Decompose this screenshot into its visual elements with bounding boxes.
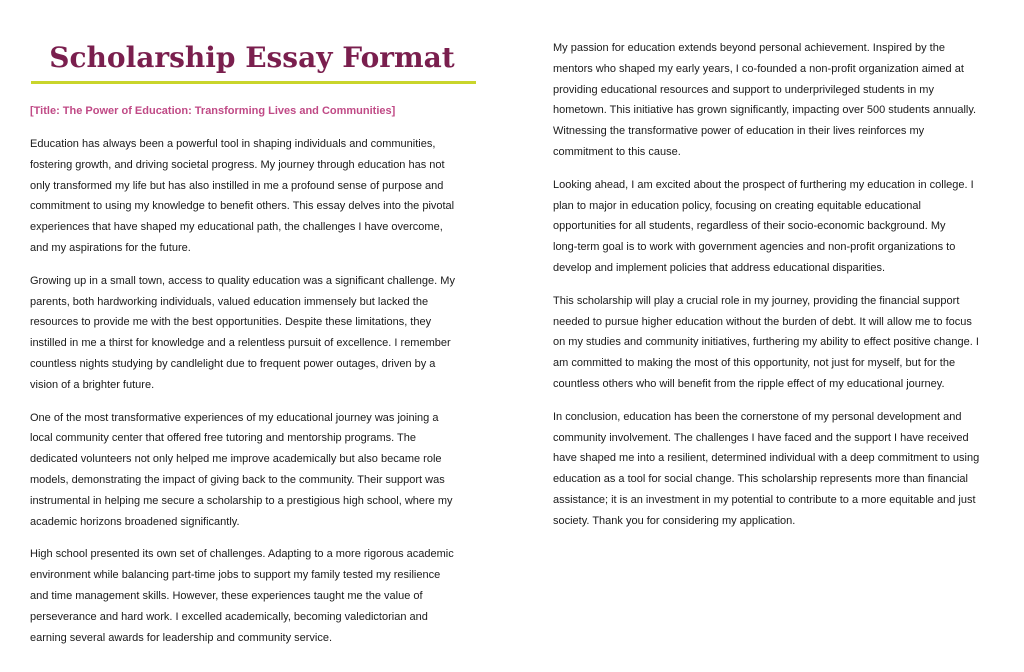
essay-paragraph bbox=[553, 291, 1013, 395]
paragraph-line: experiences that have shaped my educational path, the challenges I have overcome, bbox=[30, 221, 443, 234]
paragraph-line: and time management skills. However, these experiences taught me the value of bbox=[30, 589, 423, 602]
essay-paragraph bbox=[30, 134, 490, 259]
page-title: Scholarship Essay Format bbox=[49, 41, 455, 74]
paragraph-line: needed to pursue higher education without the burden of debt. It will allow me to focus bbox=[553, 315, 972, 328]
paragraph-line: perseverance and hard work. I excelled academically, becoming valedictorian and bbox=[30, 610, 428, 623]
paragraph-line: instilled in me a thirst for knowledge and a relentless pursuit of excellence. I remember bbox=[30, 337, 451, 350]
paragraph-line: have shaped me into a resilient, determined individual with a deep commitment to using bbox=[553, 452, 980, 465]
paragraph-line: education as a tool for social change. This scholarship represents more than financial bbox=[553, 473, 968, 486]
paragraph-line: In conclusion, education has been the cornerstone of my personal development and bbox=[553, 410, 962, 423]
paragraph-line: Witnessing the transformative power of education in their lives reinforces my bbox=[553, 125, 925, 138]
essay-paragraph bbox=[30, 408, 490, 533]
right-column bbox=[553, 38, 1013, 544]
title-underline bbox=[31, 81, 476, 84]
paragraph-line: parents, both hardworking individuals, valued education immensely but lacked the bbox=[30, 295, 429, 308]
paragraph-line: am committed to making the most of this opportunity, not just for myself, but for the bbox=[553, 357, 956, 370]
paragraph-line: plan to major in education policy, focusing on creating equitable educational bbox=[553, 199, 921, 212]
paragraph-line: Growing up in a small town, access to quality education was a significant challenge. My bbox=[30, 274, 455, 287]
paragraph-line: Education has always been a powerful tool in shaping individuals and communities, bbox=[30, 138, 436, 150]
paragraph-line: develop and implement policies that address educational disparities. bbox=[553, 261, 886, 274]
paragraph-line: dedicated volunteers not only helped me improve academically but also became role bbox=[30, 453, 442, 466]
paragraph-line: models, demonstrating the impact of giving back to the community. Their support was bbox=[30, 473, 445, 486]
paragraph-line: High school presented its own set of challenges. Adapting to a more rigorous academic bbox=[30, 548, 454, 561]
essay-title: [Title: The Power of Education: Transforming Lives and Communities] bbox=[30, 105, 396, 117]
paragraph-line: community involvement. The challenges I have faced and the support I have received bbox=[553, 431, 969, 444]
paragraph-line: local community center that offered free tutoring and mentorship programs. The bbox=[30, 432, 417, 445]
paragraph-line: resources to provide me with the best opportunities. Despite these limitations, they bbox=[30, 316, 432, 329]
paragraph-line: environment while balancing part-time jobs to support my family tested my resilience bbox=[30, 569, 441, 582]
paragraph-line: earning several awards for leadership and community service. bbox=[30, 631, 333, 644]
paragraph-line: opportunities for all students, regardless of their socio-economic background. My bbox=[553, 220, 946, 233]
paragraph-line: hometown. This initiative has grown significantly, impacting over 500 students annually. bbox=[553, 104, 977, 117]
paragraph-line: Looking ahead, I am excited about the prospect of furthering my education in college. I bbox=[553, 178, 974, 191]
paragraph-line: commitment to this cause. bbox=[553, 145, 681, 158]
paragraph-line: commitment to using my knowledge to benefit others. This essay delves into the pivotal bbox=[30, 200, 455, 213]
essay-paragraph bbox=[553, 175, 1013, 279]
paragraph-line: long-term goal is to work with government agencies and non-profit organizations to bbox=[553, 241, 956, 254]
paragraph-line: society. Thank you for considering my application. bbox=[553, 514, 796, 527]
paragraph-line: countless others who will benefit from the ripple effect of my educational journey. bbox=[553, 377, 945, 390]
paragraph-line: on my studies and community initiatives, furthering my ability to effect positive change. I bbox=[553, 336, 979, 349]
essay-paragraph bbox=[553, 407, 1013, 532]
paragraph-line: only transformed my life but has also instilled in me a profound sense of purpose and bbox=[30, 179, 444, 192]
paragraph-line: academic horizons broadened significantly. bbox=[30, 515, 240, 528]
paragraph-line: One of the most transformative experiences of my educational journey was joining a bbox=[30, 411, 439, 424]
paragraph-line: providing educational resources and support to underprivileged students in my bbox=[553, 83, 934, 96]
essay-paragraph bbox=[553, 38, 1013, 163]
paragraph-line: assistance; it is an investment in my potential to contribute to a more equitable and just bbox=[553, 493, 976, 506]
paragraph-line: My passion for education extends beyond personal achievement. Inspired by the bbox=[553, 42, 945, 54]
paragraph-line: countless nights studying by candlelight due to frequent power outages, driven by a bbox=[30, 357, 436, 370]
paragraph-line: fostering growth, and driving societal progress. My journey through education has not bbox=[30, 158, 445, 171]
left-column bbox=[30, 134, 490, 660]
paragraph-line: mentors who shaped my early years, I co-founded a non-profit organization aimed at bbox=[553, 62, 964, 75]
paragraph-line: and my aspirations for the future. bbox=[30, 241, 191, 254]
paragraph-line: vision of a brighter future. bbox=[30, 378, 155, 391]
essay-paragraph bbox=[30, 544, 490, 648]
essay-paragraph bbox=[30, 271, 490, 396]
paragraph-line: This scholarship will play a crucial role in my journey, providing the financial support bbox=[553, 294, 960, 307]
paragraph-line: instrumental in helping me secure a scholarship to a prestigious high school, where my bbox=[30, 494, 453, 507]
